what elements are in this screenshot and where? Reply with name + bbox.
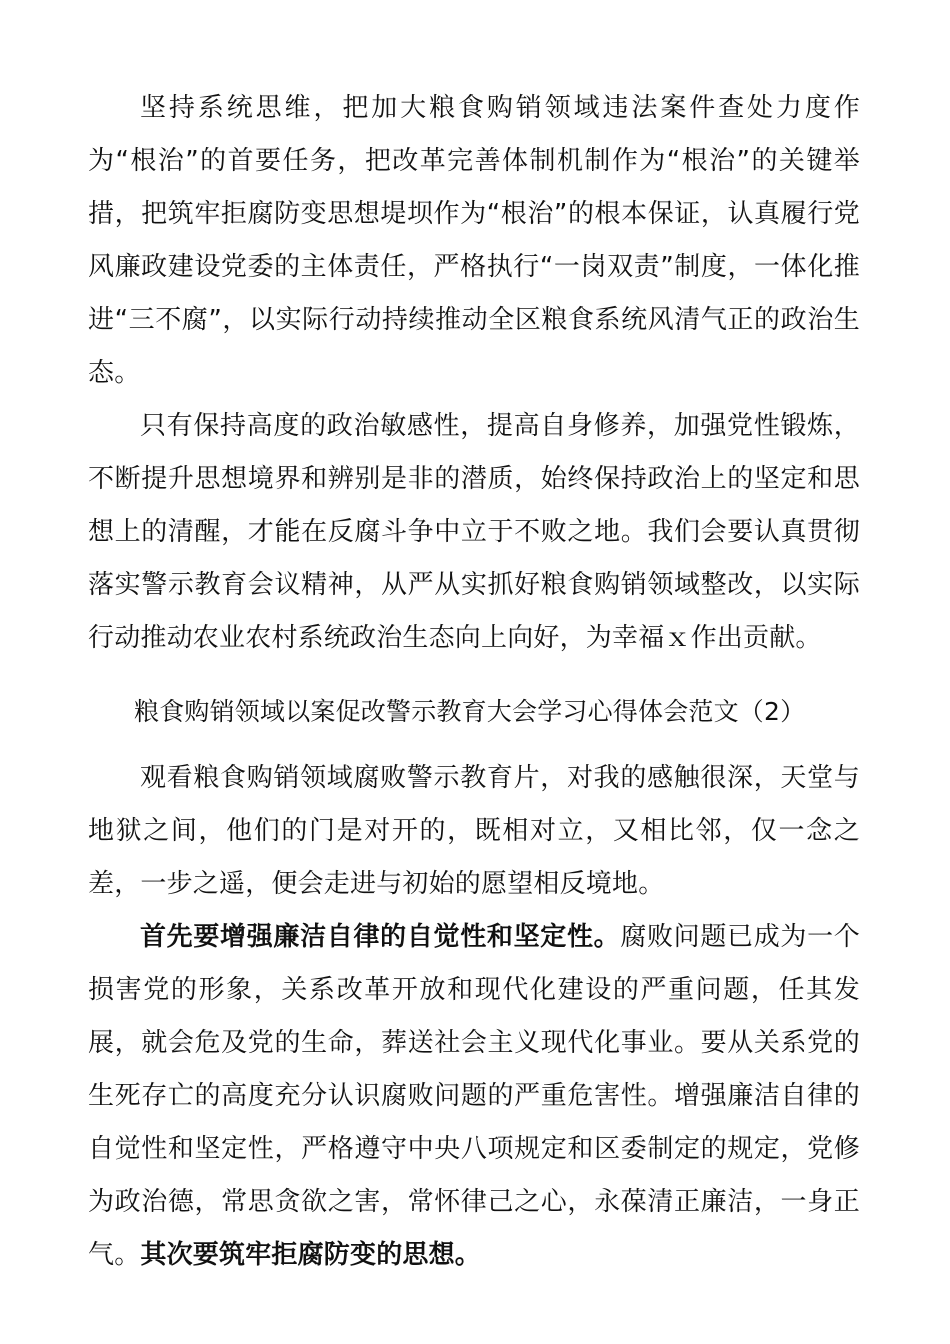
bold-lead-sentence: 首先要增强廉洁自律的自觉性和坚定性。 [140,922,621,952]
bold-tail-sentence: 其次要筑牢拒腐防变的思想。 [140,1240,482,1270]
paragraph-political-sensitivity: 只有保持高度的政治敏感性，提高自身修养，加强党性锻炼，不断提升思想境界和辨别是非的潜质，始终保持政治上的坚定和思想上的清醒，才能在反腐斗争中立于不败之地。我们会要认真贯彻落实警示教育会议精神，从严从实抓好粮食购销领域整改，以实际行动推动农业农村系统政治生态向上向好，为幸福ｘ作出贡献。 [88,411,860,653]
paragraph-body-text: 腐败问题已成为一个损害党的形象，关系改革开放和现代化建设的严重问题，任其发展，就会危及党的生命，葬送社会主义现代化事业。要从关系党的生死存亡的高度充分认识腐败问题的严重危害性。增强廉洁自律的自觉性和坚定性，严格遵守中央八项规定和区委制定的规定，党修为政治德，常思贪欲之害，常怀律己之心，永葆清正廉洁，一身正气。 [88,922,860,1270]
paragraph-warning-film: 观看粮食购销领域腐败警示教育片，对我的感触很深，天堂与地狱之间，他们的门是对开的，既相对立，又相比邻，仅一念之差，一步之遥，便会走进与初始的愿望相反境地。 [88,763,860,899]
paragraph-systematic-thinking: 坚持系统思维，把加大粮食购销领域违法案件查处力度作为“根治”的首要任务，把改革完善体制机制作为“根治”的关键举措，把筑牢拒腐防变思想堤坝作为“根治”的根本保证，认真履行党风廉政建设党委的主体责任，严格执行“一岗双责”制度，一体化推进“三不腐”，以实际行动持续推动全区粮食系统风清气正的政治生态。 [88,93,860,388]
section-heading: 粮食购销领域以案促改警示教育大会学习心得体会范文（2） [134,697,806,726]
paragraph-self-discipline [88,911,860,1282]
document-page [88,82,860,1282]
